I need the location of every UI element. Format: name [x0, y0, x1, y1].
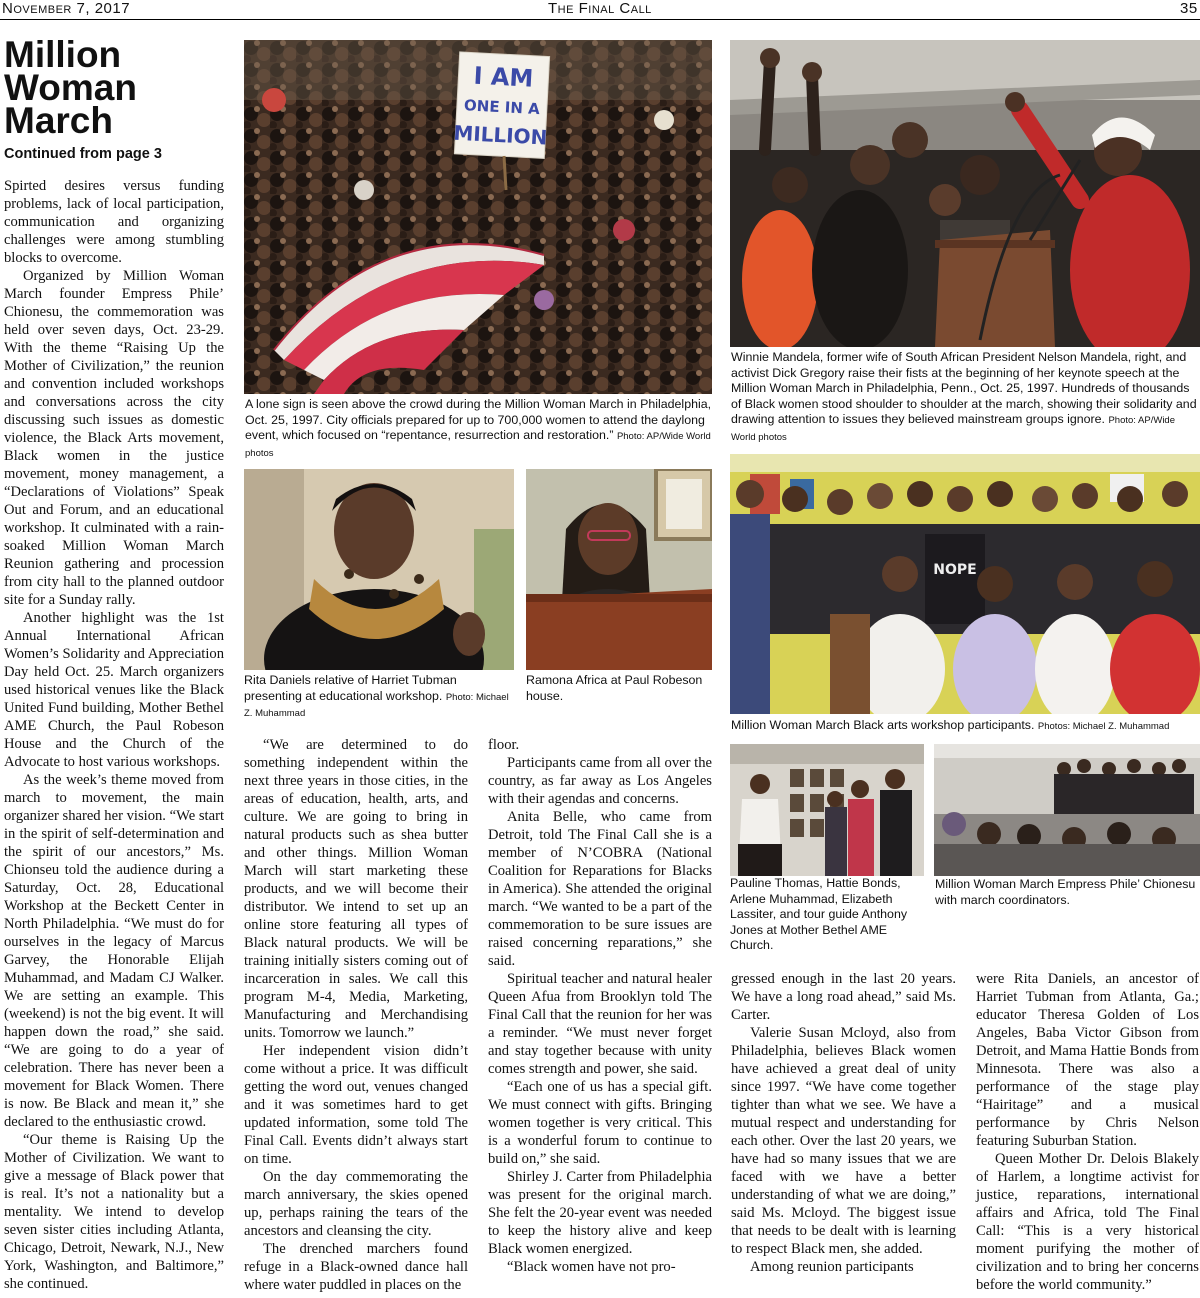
crowd-photo-caption: A lone sign is seen above the crowd during the Million Woman March in Philadelphia, Oct. 25, 1997. City officials prepared for up to 700,000 women to attend the daylong event, which focused on “repentance, resurrection and restoration.” Photo: AP/Wide World photos: [245, 397, 712, 459]
issue-date: November 7, 2017: [2, 0, 131, 17]
header-rule: [0, 19, 1200, 20]
article-column-3: [488, 736, 712, 1276]
workshop-photo-caption: Million Woman March Black arts workshop participants. Photos: Michael Z. Muhammad: [731, 718, 1170, 732]
svg-text:ONE IN A: ONE IN A: [463, 96, 541, 119]
paragraph: Valerie Susan Mcloyd, also from Philadelphia, believes Black women have achieved a great deal of unity since 1997. “We have come together tighter than what we see. We have a mutual respect and understanding for each other. Over the last 20 years, we have had so many issues that we are faced with we have a better understanding of what we are doing,” said Ms. Mcloyd. The biggest issue that needs to be dealt with is learning to respect Black men, she added.: [731, 1025, 956, 1257]
paragraph: were Rita Daniels, an ancestor of Harriet Tubman from Atlanta, Ga.; educator Theresa Golden of Los Angeles, Baba Victor Gibson from Detroit, and Mama Hattie Bonds from Minnesota. There was also a performance of the stage play “Hairitage” and a musical performance by Chris Nelson featuring Suburban Station.: [976, 971, 1199, 1149]
mandela-photo-caption: Winnie Mandela, former wife of South African President Nelson Mandela, right, and activist Dick Gregory raise their fists at the beginning of her keynote speech at the Million Woman March in Philadelphia, Penn., Oct. 25, 1997. Hundreds of thousands of Black women stood shoulder to shoulder at the march, showing their solidarity and drawing attention to issues they believed mainstream groups ignore. Photo: AP/Wide World photos: [731, 350, 1197, 443]
bethel-photo-caption: Pauline Thomas, Hattie Bonds, Arlene Muhammad, Elizabeth Lassiter, and tour guide Anthony Jones at Mother Bethel AME Church.: [730, 876, 908, 953]
paragraph: “Our theme is Raising Up the Mother of Civilization. We want to give a message of Black power that is real. It’s not a nationality but a mentality. We intend to develop seven sister cities including Atlanta, Chicago, Detroit, Newark, N.J., New York, Washington, and Baltimore,” she continued.: [4, 1132, 224, 1292]
paragraph: Spiritual teacher and natural healer Queen Afua from Brooklyn told The Final Call that the reunion for her was a reminder. “We must never forget and stay together because with unity comes strength and power, she said.: [488, 971, 712, 1077]
article-column-5: [976, 970, 1199, 1294]
paragraph: “Black women have not pro-: [507, 1259, 676, 1275]
paragraph: On the day commemorating the march anniversary, the skies opened up, perhaps raining the tears of the ancestors and cleansing the city.: [244, 1169, 468, 1239]
coordinators-photo: [934, 744, 1200, 876]
article-column-2: [244, 736, 468, 1294]
paragraph: As the week’s theme moved from march to movement, the main organizer shared her vision. “We start in the spirit of self-determination and the spirit of our ancestors,” Ms. Chionseu told the audience during a Saturday, Oct. 28, Educational Workshop at the Beckett Center in North Philadelphia. “We must do for ourselves in the legacy of Marcus Garvey, the Honorable Elijah Muhammad, and Madam CJ Walker. We are setting an example. This (weekend) is not the big event. It will happen down the road,” she said. “We are going to do a year of celebration. There has never been a movement for Black Women. There is now. Be Black and mean it,” she declared to the enthusiastic crowd.: [4, 772, 224, 1130]
i-am-one-in-a-million-sign: [452, 52, 551, 159]
svg-text:NOPE: NOPE: [933, 562, 977, 578]
paragraph: “Each one of us has a special gift. We must connect with gifts. Bringing women together is very critical. This is a wonderful forum to continue to build on,” she said.: [488, 1079, 712, 1167]
page-number: 35: [1180, 0, 1198, 17]
paragraph: floor.: [488, 737, 520, 753]
svg-text:I AM: I AM: [472, 61, 535, 93]
coordinators-photo-caption: Million Woman March Empress Phile’ Chionesu with march coordinators.: [935, 877, 1196, 907]
mandela-gregory-photo: [730, 40, 1200, 347]
paragraph: Shirley J. Carter from Philadelphia was present for the original march. She felt the 20-year event was needed to keep the history alive and keep Black women energized.: [488, 1169, 712, 1257]
continued-from-label: Continued from page 3: [4, 146, 162, 162]
svg-text:MILLION: MILLION: [452, 120, 548, 150]
mother-bethel-photo: [730, 744, 924, 876]
paragraph: Her independent vision didn’t come without a price. It was difficult getting the word out, venues changed and it was sometimes hard to get updated information, some told The Final Call. Events didn’t always start on time.: [244, 1043, 468, 1167]
rita-daniels-photo: [244, 469, 514, 670]
ramona-photo-caption: Ramona Africa at Paul Robeson house.: [526, 673, 703, 703]
paragraph: Spirted desires versus funding problems, lack of local participation, communication and organizing challenges were among stumbling blocks to overcome.: [4, 178, 224, 266]
rita-photo-caption: Rita Daniels relative of Harriet Tubman presenting at educational workshop. Photo: Michael Z. Muhammad: [244, 673, 509, 720]
ramona-africa-photo: [526, 469, 712, 670]
paragraph: Among reunion participants: [750, 1259, 914, 1275]
publication-name: The Final Call: [548, 0, 652, 17]
paragraph: Organized by Million Woman March founder Empress Phile’ Chionesu, the commemoration was held over seven days, Oct. 23-29. With the theme “Raising Up the Mother of Civilization,” the reunion and convention included workshops and conversations across the city discussing such issues as domestic violence, the Black Arts movement, Black women in the justice movement, money management, a “Declarations of Violations” Speak Out and Forum, and an educational workshop. It culminated with a rain-soaked Million Woman March Reunion gathering and procession from city hall to the planned outdoor site for a Sunday rally.: [4, 268, 224, 608]
paragraph: Anita Belle, who came from Detroit, told The Final Call she is a member of N’COBRA (National Coalition for Reparations for Blacks in America). She attended the original march. “We wanted to be a part of the commemoration to be sure issues are raised concerning reparations,” she said.: [488, 809, 712, 969]
article-headline: Million Woman March: [4, 34, 137, 141]
crowd-photo: [244, 40, 712, 394]
paragraph: Queen Mother Dr. Delois Blakely of Harlem, a longtime activist for justice, reparations, international affairs and Africa, told The Final Call: “This is a very historical moment purifying the mother of civilization and to bring her concerns before the world community.”: [976, 1151, 1199, 1293]
paragraph: The drenched marchers found refuge in a Black-owned dance hall where water puddled in places on the: [244, 1241, 468, 1293]
paragraph: “We are determined to do something independent within the next three years in those cities, in the areas of education, health, arts, and culture. We are going to bring in natural products such as shea butter and other things. Million Woman March will start marketing these products, and we will become their distributor. We intend to set up an online store featuring all types of Black natural products. We will be training initially sisters coming out of incarceration in sales. We call this program M-4, Media, Marketing, Manufacturing and Merchandising units. Tomorrow we launch.”: [244, 737, 468, 1041]
paragraph: Another highlight was the 1st Annual International African Women’s Solidarity and Appreciation Day held Oct. 25. March organizers used historical venues like the Black United Fund building, Mother Bethel AME Church, the Paul Robeson House and the Church of the Advocate to host various workshops.: [4, 610, 224, 770]
paragraph: Participants came from all over the country, as far away as Los Angeles with their agendas and concerns.: [488, 755, 712, 807]
paragraph: gressed enough in the last 20 years. We have a long road ahead,” said Ms. Carter.: [731, 971, 956, 1023]
article-column-4: [731, 970, 956, 1276]
workshop-group-photo: [730, 454, 1200, 714]
article-column-1: [4, 177, 224, 1293]
